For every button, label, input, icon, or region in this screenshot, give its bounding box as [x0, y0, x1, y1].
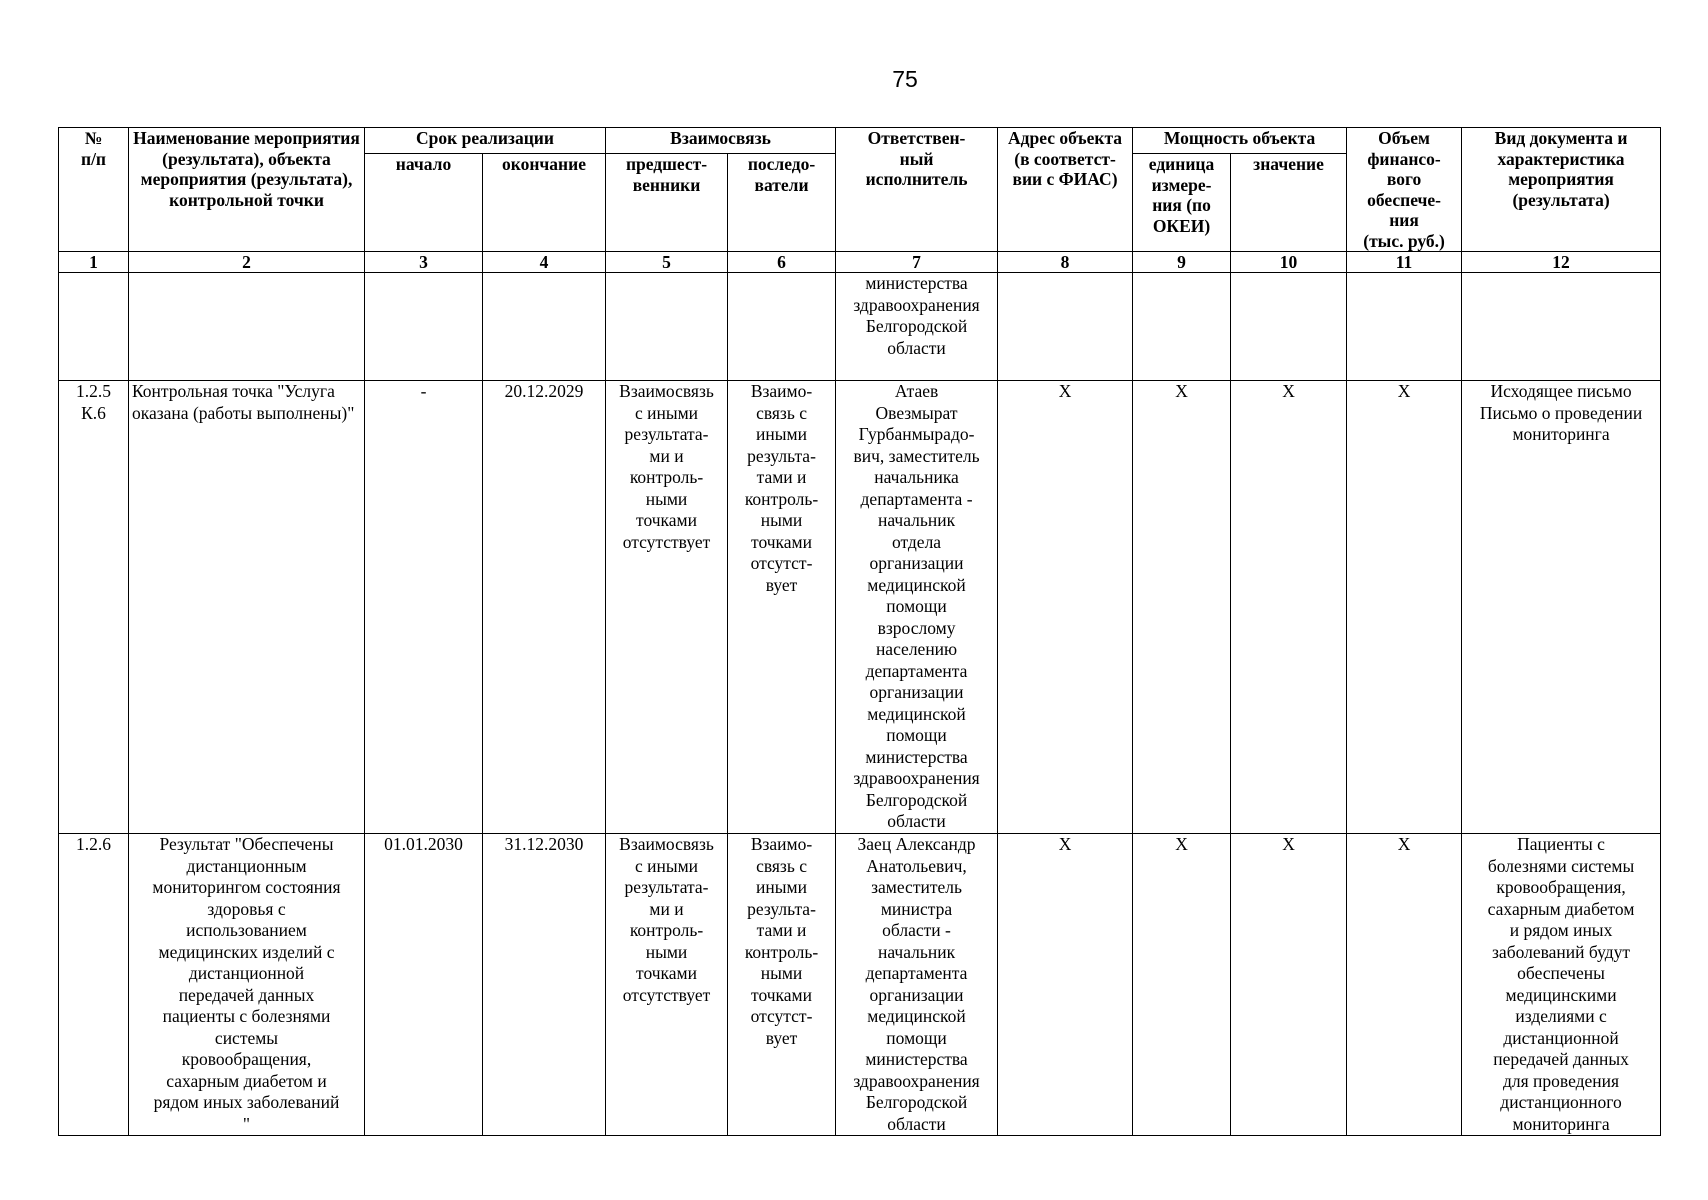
- row-finance: Х: [1347, 834, 1462, 1136]
- header-link-next: последо- ватели: [728, 154, 836, 252]
- header-term-end: окончание: [483, 154, 606, 252]
- row-name: Результат "Обеспечены дистанционным мониторингом состояния здоровья с использованием медицинских изделий с дистанционной передачей данных пациенты с болезнями системы кровообращения, сахарным диабетом и рядом иных заболеваний ": [129, 834, 365, 1136]
- row-end-date: 20.12.2029: [483, 381, 606, 834]
- row-address: Х: [998, 381, 1133, 834]
- row-number: 1.2.6: [59, 834, 129, 1136]
- column-number: 8: [998, 252, 1133, 273]
- header-term-group: Срок реализации: [365, 128, 606, 154]
- column-number: 11: [1347, 252, 1462, 273]
- row-number: [59, 273, 129, 381]
- table-row: [59, 273, 1661, 381]
- row-finance: Х: [1347, 381, 1462, 834]
- header-power-value: значение: [1231, 154, 1347, 252]
- header-link-group: Взаимосвязь: [606, 128, 836, 154]
- row-document: Исходящее письмо Письмо о проведении мониторинга: [1462, 381, 1661, 834]
- header-doc-type: Вид документа и характеристика мероприятия (результата): [1462, 128, 1661, 252]
- header-address: Адрес объекта (в соответст- вии с ФИАС): [998, 128, 1133, 252]
- activities-table: [58, 127, 1661, 1136]
- row-value: [1231, 273, 1347, 381]
- column-number: 7: [836, 252, 998, 273]
- row-successors: [728, 273, 836, 381]
- column-number: 2: [129, 252, 365, 273]
- column-number: 1: [59, 252, 129, 273]
- row-name: [129, 273, 365, 381]
- row-successors: Взаимо- связь с иными результа- тами и контроль- ными точками отсутст- вует: [728, 381, 836, 834]
- header-power-group: Мощность объекта: [1133, 128, 1347, 154]
- header-link-prev: предшест- венники: [606, 154, 728, 252]
- table-row: [59, 834, 1661, 1136]
- column-number: 12: [1462, 252, 1661, 273]
- row-value: Х: [1231, 381, 1347, 834]
- row-number: 1.2.5 К.6: [59, 381, 129, 834]
- row-end-date: [483, 273, 606, 381]
- row-responsible: министерства здравоохранения Белгородской области: [836, 273, 998, 381]
- row-unit: Х: [1133, 834, 1231, 1136]
- row-start-date: [365, 273, 483, 381]
- row-predecessors: Взаимосвязь с иными результата- ми и контроль- ными точками отсутствует: [606, 834, 728, 1136]
- column-number: 6: [728, 252, 836, 273]
- row-start-date: -: [365, 381, 483, 834]
- row-responsible: Заец Александр Анатольевич, заместитель министра области - начальник департамента организации медицинской помощи министерства здравоохранения Белгородской области: [836, 834, 998, 1136]
- column-numbers-row: [59, 252, 1661, 273]
- row-unit: [1133, 273, 1231, 381]
- row-successors: Взаимо- связь с иными результа- тами и контроль- ными точками отсутст- вует: [728, 834, 836, 1136]
- header-row-1: [59, 128, 1661, 154]
- row-name: Контрольная точка "Услуга оказана (работы выполнены)": [129, 381, 365, 834]
- column-number: 9: [1133, 252, 1231, 273]
- table-row: [59, 381, 1661, 834]
- column-number: 5: [606, 252, 728, 273]
- row-finance: [1347, 273, 1462, 381]
- header-name: Наименование мероприятия (результата), объекта мероприятия (результата), контрольной точки: [129, 128, 365, 252]
- header-finance: Объем финансо- вого обеспече- ния (тыс. руб.): [1347, 128, 1462, 252]
- row-value: Х: [1231, 834, 1347, 1136]
- row-start-date: 01.01.2030: [365, 834, 483, 1136]
- page-number: 75: [892, 66, 918, 92]
- row-document: [1462, 273, 1661, 381]
- row-unit: Х: [1133, 381, 1231, 834]
- row-address: Х: [998, 834, 1133, 1136]
- header-responsible: Ответствен- ный исполнитель: [836, 128, 998, 252]
- row-end-date: 31.12.2030: [483, 834, 606, 1136]
- header-term-start: начало: [365, 154, 483, 252]
- row-predecessors: [606, 273, 728, 381]
- row-address: [998, 273, 1133, 381]
- column-number: 10: [1231, 252, 1347, 273]
- column-number: 4: [483, 252, 606, 273]
- row-responsible: Атаев Овезмырат Гурбанмырадо- вич, заместитель начальника департамента - начальник отдела организации медицинской помощи взрослому населению департамента организации медицинской помощи министерства здравоохранения Белгородской области: [836, 381, 998, 834]
- header-number: № п/п: [59, 128, 129, 252]
- header-power-unit: единица измере- ния (по ОКЕИ): [1133, 154, 1231, 252]
- row-predecessors: Взаимосвязь с иными результата- ми и контроль- ными точками отсутствует: [606, 381, 728, 834]
- row-document: Пациенты с болезнями системы кровообращения, сахарным диабетом и рядом иных заболеваний будут обеспечены медицинскими изделиями с дистанционной передачей данных для проведения дистанционного мониторинга: [1462, 834, 1661, 1136]
- column-number: 3: [365, 252, 483, 273]
